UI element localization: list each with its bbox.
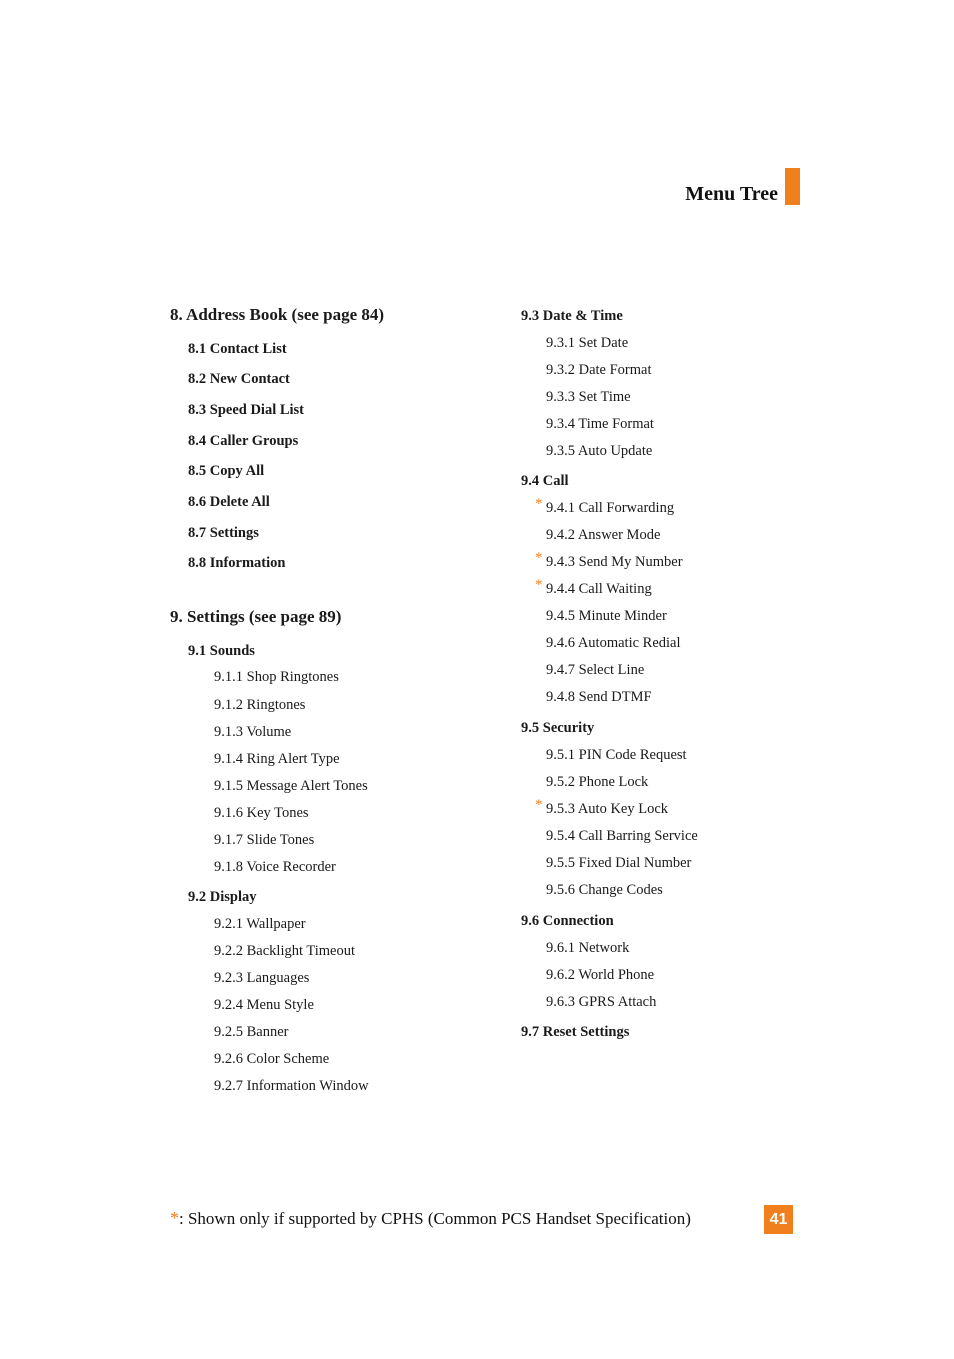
menu-leaf: 9.1.4 Ring Alert Type bbox=[214, 751, 340, 767]
menu-leaf: 9.3.5 Auto Update bbox=[546, 443, 653, 459]
submenu-security: 9.5 Security bbox=[521, 720, 595, 736]
menu-leaf: 9.5.1 PIN Code Request bbox=[546, 747, 687, 763]
submenu-display: 9.2 Display bbox=[188, 889, 257, 905]
menu-leaf: 9.6.3 GPRS Attach bbox=[546, 994, 657, 1010]
menu-leaf: 9.6.1 Network bbox=[546, 940, 630, 956]
section-address-book: 8. Address Book (see page 84) bbox=[170, 305, 385, 324]
footnote-text: : Shown only if supported by CPHS (Common PCS Handset Specification) bbox=[179, 1209, 691, 1228]
menu-item: 8.2 New Contact bbox=[188, 371, 290, 387]
menu-leaf: 9.6.2 World Phone bbox=[546, 967, 655, 983]
menu-leaf: 9.5.3 Auto Key Lock bbox=[546, 801, 669, 817]
menu-leaf: 9.2.3 Languages bbox=[214, 970, 310, 986]
menu-leaf: 9.2.6 Color Scheme bbox=[214, 1051, 330, 1067]
menu-leaf: 9.5.5 Fixed Dial Number bbox=[546, 855, 692, 871]
menu-leaf: 9.4.1 Call Forwarding bbox=[546, 500, 675, 516]
menu-leaf: 9.1.7 Slide Tones bbox=[214, 832, 315, 848]
menu-item: 8.4 Caller Groups bbox=[188, 433, 299, 449]
menu-leaf: 9.4.2 Answer Mode bbox=[546, 527, 661, 543]
submenu-reset-settings: 9.7 Reset Settings bbox=[521, 1024, 630, 1040]
menu-leaf: 9.3.4 Time Format bbox=[546, 416, 654, 432]
menu-leaf: 9.2.1 Wallpaper bbox=[214, 916, 306, 932]
menu-leaf: 9.2.7 Information Window bbox=[214, 1078, 369, 1094]
menu-leaf: 9.1.2 Ringtones bbox=[214, 697, 306, 713]
menu-leaf: 9.1.3 Volume bbox=[214, 724, 292, 740]
page-title: Menu Tree bbox=[685, 183, 778, 205]
menu-leaf: 9.4.8 Send DTMF bbox=[546, 689, 652, 705]
menu-item: 8.5 Copy All bbox=[188, 463, 265, 479]
submenu-sounds: 9.1 Sounds bbox=[188, 643, 255, 659]
cphs-star-icon: * bbox=[535, 496, 543, 512]
menu-item: 8.8 Information bbox=[188, 555, 286, 571]
page-number: 41 bbox=[764, 1205, 793, 1234]
menu-leaf: 9.4.6 Automatic Redial bbox=[546, 635, 681, 651]
menu-leaf: 9.1.5 Message Alert Tones bbox=[214, 778, 368, 794]
footnote bbox=[170, 1208, 691, 1229]
menu-item: 8.7 Settings bbox=[188, 525, 259, 541]
header-accent-bar bbox=[785, 168, 800, 205]
cphs-star-icon: * bbox=[535, 550, 543, 566]
menu-leaf: 9.4.4 Call Waiting bbox=[546, 581, 652, 597]
menu-leaf: 9.3.3 Set Time bbox=[546, 389, 631, 405]
section-settings: 9. Settings (see page 89) bbox=[170, 607, 342, 626]
menu-leaf: 9.3.2 Date Format bbox=[546, 362, 652, 378]
footnote-star-icon: * bbox=[170, 1208, 179, 1228]
menu-leaf: 9.5.6 Change Codes bbox=[546, 882, 663, 898]
menu-leaf: 9.3.1 Set Date bbox=[546, 335, 629, 351]
menu-leaf: 9.4.7 Select Line bbox=[546, 662, 645, 678]
cphs-star-icon: * bbox=[535, 577, 543, 593]
submenu-date-time: 9.3 Date & Time bbox=[521, 308, 623, 324]
menu-leaf: 9.4.5 Minute Minder bbox=[546, 608, 667, 624]
menu-leaf: 9.2.4 Menu Style bbox=[214, 997, 314, 1013]
cphs-star-icon: * bbox=[535, 797, 543, 813]
menu-leaf: 9.5.2 Phone Lock bbox=[546, 774, 649, 790]
submenu-connection: 9.6 Connection bbox=[521, 913, 614, 929]
menu-leaf: 9.5.4 Call Barring Service bbox=[546, 828, 698, 844]
menu-item: 8.6 Delete All bbox=[188, 494, 270, 510]
menu-leaf: 9.2.2 Backlight Timeout bbox=[214, 943, 355, 959]
menu-item: 8.1 Contact List bbox=[188, 341, 287, 357]
menu-leaf: 9.1.1 Shop Ringtones bbox=[214, 669, 339, 685]
menu-leaf: 9.1.8 Voice Recorder bbox=[214, 859, 336, 875]
menu-leaf: 9.2.5 Banner bbox=[214, 1024, 289, 1040]
menu-leaf: 9.1.6 Key Tones bbox=[214, 805, 309, 821]
menu-item: 8.3 Speed Dial List bbox=[188, 402, 305, 418]
submenu-call: 9.4 Call bbox=[521, 473, 569, 489]
menu-leaf: 9.4.3 Send My Number bbox=[546, 554, 683, 570]
